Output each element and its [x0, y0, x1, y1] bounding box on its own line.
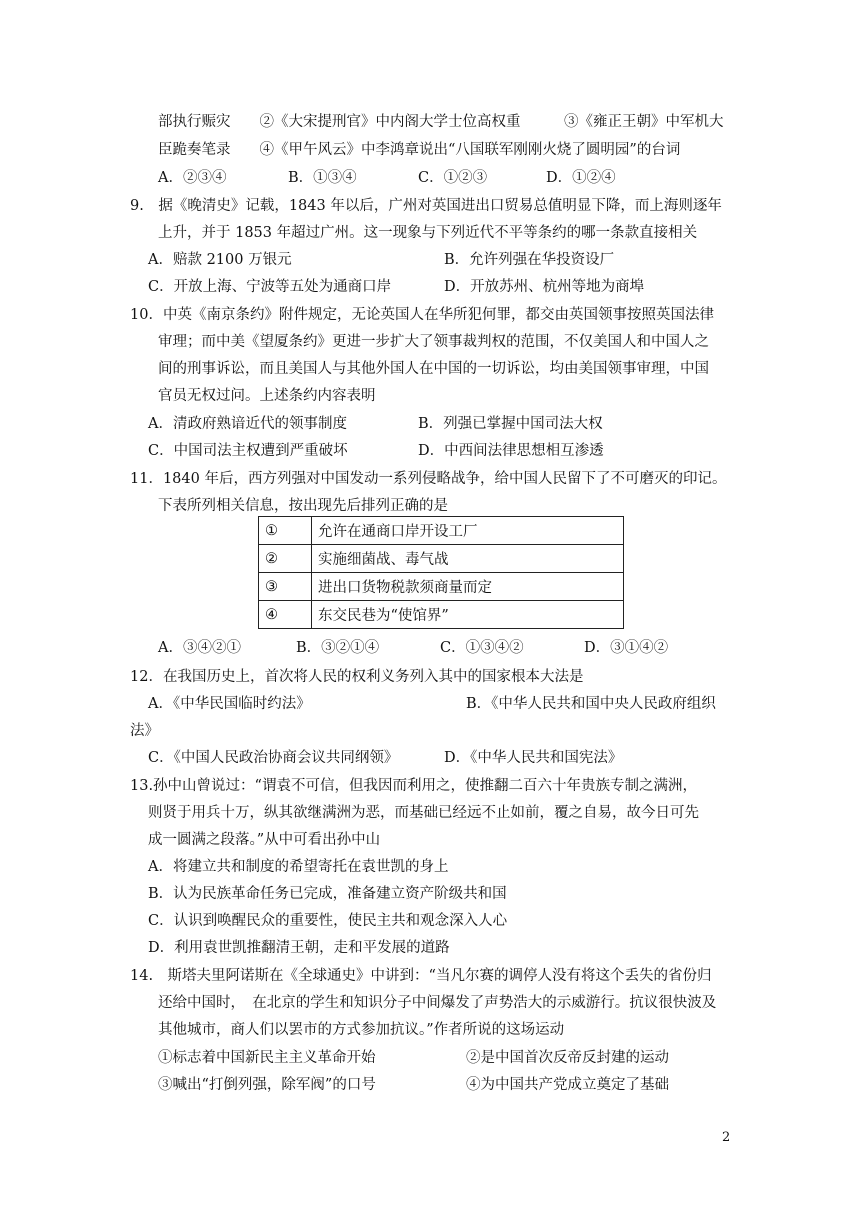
q9-stem-line-1: 9. 据《晚清史》记载，1843 年以后，广州对英国进出口贸易总值明显下降，而上海则逐年	[130, 198, 722, 214]
q14-stem-line-3: 其他城市，商人们以罢市的方式参加抗议。”作者所说的这场运动	[158, 1022, 565, 1038]
q9-option-a: A．赔款 2100 万银元	[148, 252, 292, 268]
q9-stem-line-2: 上升，并于 1853 年超过广州。这一现象与下列近代不平等条约的哪一条款直接相关	[158, 225, 698, 241]
q14-stem-line-1: 14. 斯塔夫里阿诺斯在《全球通史》中讲到：“当凡尔赛的调停人没有将这个丢失的省份归	[130, 968, 712, 984]
q11-stem-line-1: 11．1840 年后，西方列强对中国发动一系列侵略战争，给中国人民留下了不可磨灭的印记。	[130, 471, 727, 487]
q11-option-a: A．③④②①	[158, 640, 241, 656]
q10-option-b: B．列强已掌握中国司法大权	[418, 416, 603, 432]
q9-option-c: C．开放上海、宁波等五处为通商口岸	[148, 279, 392, 295]
q12-option-d: D．《中华人民共和国宪法》	[444, 750, 623, 766]
q11-option-c: C．①③④②	[440, 640, 524, 656]
q14-statement-2: ②是中国首次反帝反封建的运动	[466, 1050, 669, 1066]
table-cell-number: ④	[259, 601, 312, 629]
q9-option-d: D．开放苏州、杭州等地为商埠	[444, 279, 645, 295]
q10-stem-line-2: 审理；而中美《望厦条约》更进一步扩大了领事裁判权的范围，不仅美国人和中国人之	[158, 334, 709, 350]
table-cell-text: 实施细菌战、毒气战	[312, 545, 624, 573]
q13-option-d: D．利用袁世凯推翻清王朝，走和平发展的道路	[148, 940, 450, 956]
page-number: 2	[722, 1130, 731, 1145]
q11-option-b: B．③②①④	[296, 640, 380, 656]
q9-option-b: B．允许列强在华投资设厂	[444, 252, 615, 268]
q12-option-b: B．《中华人民共和国中央人民政府组织	[466, 696, 716, 712]
q10-stem-line-1: 10．中英《南京条约》附件规定，无论英国人在华所犯何罪，都交由英国领事按照英国法律	[130, 307, 714, 323]
q10-stem-line-4: 官员无权过问。上述条约内容表明	[158, 388, 376, 404]
table-cell-text: 允许在通商口岸开设工厂	[312, 517, 624, 545]
q8-option-d: D．①②④	[546, 170, 616, 186]
table-cell-number: ③	[259, 573, 312, 601]
q12-stem: 12．在我国历史上，首次将人民的权利义务列入其中的国家根本大法是	[130, 669, 584, 685]
q14-stem-line-2: 还给中国时， 在北京的学生和知识分子中间爆发了声势浩大的示威游行。抗议很快波及	[158, 995, 717, 1011]
table-cell-text: 进出口货物税款须商量而定	[312, 573, 624, 601]
q12-option-b-wrap: 法》	[130, 723, 159, 739]
q8-option-b: B．①③④	[288, 170, 357, 186]
table-row	[259, 573, 624, 601]
q10-option-d: D．中西间法律思想相互渗透	[418, 443, 604, 459]
table-row	[259, 517, 624, 545]
q10-option-a: A．清政府熟谙近代的领事制度	[148, 416, 347, 432]
table-row	[259, 601, 624, 629]
q14-statement-4: ④为中国共产党成立奠定了基础	[466, 1077, 669, 1093]
table-cell-text: 东交民巷为“使馆界”	[312, 601, 624, 629]
q13-option-c: C．认识到唤醒民众的重要性，使民主共和观念深入人心	[148, 913, 508, 929]
q10-stem-line-3: 间的刑事诉讼，而且美国人与其他外国人在中国的一切诉讼，均由美国领事审理，中国	[158, 361, 709, 377]
q14-statement-3: ③喊出“打倒列强，除军阀”的口号	[158, 1077, 376, 1093]
q13-option-b: B．认为民族革命任务已完成，准备建立资产阶级共和国	[148, 886, 507, 902]
q13-stem-line-2: 则贤于用兵十万，纵其欲继满洲为恶，而基础已经远不止如前，覆之自易，故今日可先	[148, 805, 699, 821]
q8-continuation-line-2: 臣跪奏笔录 ④《甲午风云》中李鸿章说出“八国联军刚刚火烧了圆明园”的台词	[158, 142, 681, 158]
table-cell-number: ①	[259, 517, 312, 545]
q10-option-c: C．中国司法主权遭到严重破坏	[148, 443, 348, 459]
q8-option-a: A．②③④	[158, 170, 227, 186]
q11-option-d: D．③①④②	[584, 640, 669, 656]
q12-option-c: C．《中国人民政治协商会议共同纲领》	[148, 750, 399, 766]
q8-option-c: C．①②③	[418, 170, 488, 186]
q12-option-a: A．《中华民国临时约法》	[148, 696, 311, 712]
q13-stem-line-3: 成一圆满之段落。”从中可看出孙中山	[148, 832, 381, 848]
table-cell-number: ②	[259, 545, 312, 573]
q8-continuation-line-1: 部执行赈灾 ②《大宋提刑官》中内阁大学士位高权重 ③《雍正王朝》中军机大	[158, 114, 724, 130]
q14-statement-1: ①标志着中国新民主主义革命开始	[158, 1050, 376, 1066]
q13-stem-line-1: 13.孙中山曾说过：“谓袁不可信，但我因而利用之，使推翻二百六十年贵族专制之满洲，	[130, 778, 697, 794]
q11-table	[258, 516, 624, 629]
q13-option-a: A．将建立共和制度的希望寄托在袁世凯的身上	[148, 859, 449, 875]
q11-stem-line-2: 下表所列相关信息，按出现先后排列正确的是	[158, 498, 448, 514]
table-row	[259, 545, 624, 573]
